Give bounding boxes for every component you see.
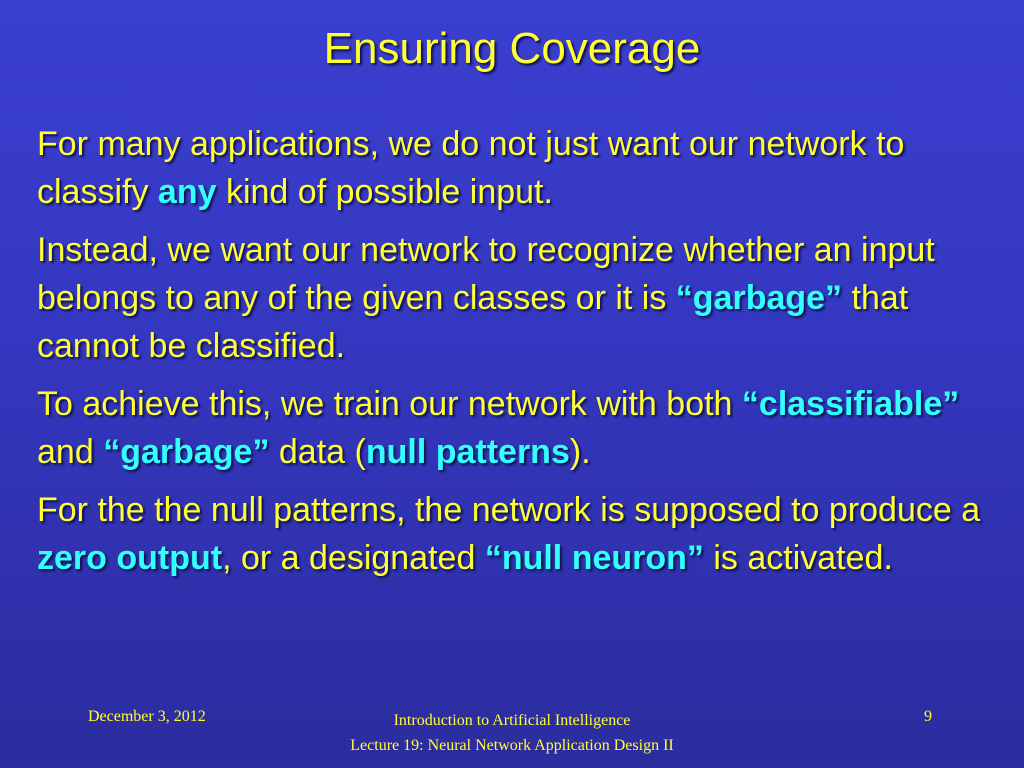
highlight-zero-output: zero output <box>37 539 223 577</box>
footer-lecture: Lecture 19: Neural Network Application Design II <box>350 737 674 754</box>
highlight-null-neuron: “null neuron” <box>484 539 704 577</box>
highlight-classifiable: “classifiable” <box>741 385 960 423</box>
paragraph-2 <box>37 226 1002 370</box>
text-span: ). <box>569 433 591 471</box>
text-span: that cannot be classified. <box>37 279 909 365</box>
footer-course-info <box>262 708 762 758</box>
paragraph-3 <box>37 380 1002 476</box>
highlight-garbage: “garbage” <box>103 433 270 471</box>
footer-page-number: 9 <box>924 708 932 725</box>
slide-body <box>37 120 1002 592</box>
text-span: data ( <box>269 433 366 471</box>
highlight-any: any <box>157 173 217 211</box>
footer-date: December 3, 2012 <box>88 708 206 725</box>
text-span: Instead, we want our network to recognize whether an input belongs to any of the given classes or it is <box>37 231 935 317</box>
text-span: kind of possible input. <box>216 173 553 211</box>
text-span: To achieve this, we train our network with both <box>37 385 742 423</box>
paragraph-4 <box>37 486 1002 582</box>
text-span: is activated. <box>703 539 893 577</box>
slide-title: Ensuring Coverage <box>323 24 701 73</box>
highlight-null-patterns: null patterns <box>365 433 570 471</box>
footer-course: Introduction to Artificial Intelligence <box>393 712 631 729</box>
paragraph-1 <box>37 120 1002 216</box>
text-span: and <box>37 433 104 471</box>
text-span: For the the null patterns, the network is supposed to produce a <box>37 491 981 529</box>
text-span: , or a designated <box>222 539 485 577</box>
highlight-garbage: “garbage” <box>675 279 843 317</box>
text-span: For many applications, we do not just want our network to classify <box>37 125 905 211</box>
